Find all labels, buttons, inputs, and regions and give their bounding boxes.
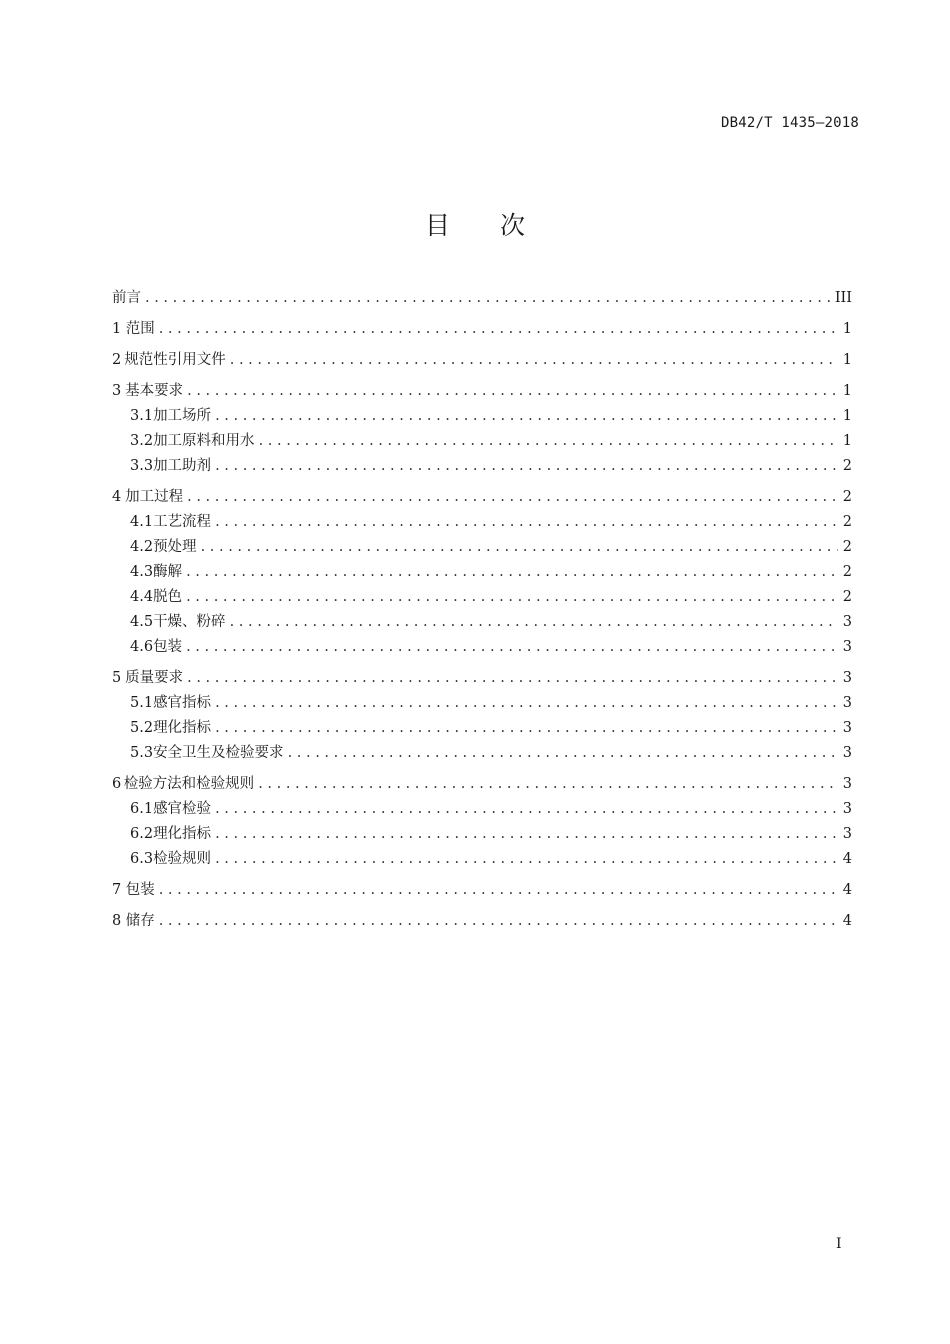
dot-leader [215, 458, 838, 474]
toc-entry-page: 2 [842, 564, 852, 580]
title-char-2: 次 [500, 211, 526, 240]
toc-entry-page: 4 [842, 913, 852, 929]
toc-entry-label: 范围 [125, 321, 155, 337]
toc-entry[interactable] [112, 716, 852, 741]
toc-entry[interactable] [112, 741, 852, 766]
toc-entry-label: 感官指标 [153, 695, 212, 711]
toc-entry-label: 包装 [125, 882, 155, 898]
title-char-1: 目 [424, 211, 450, 240]
dot-leader [186, 564, 838, 580]
dot-leader [215, 720, 838, 736]
toc-entry-page: 1 [842, 383, 852, 399]
toc-entry[interactable] [112, 485, 852, 510]
toc-entry[interactable] [112, 535, 852, 560]
table-of-contents [112, 286, 852, 934]
toc-entry-label: 理化指标 [153, 826, 212, 842]
toc-entry-page: 2 [842, 489, 852, 505]
toc-entry-label: 包装 [153, 639, 183, 655]
toc-entry-number: 4.3 [130, 564, 154, 580]
page-number: I [836, 1236, 842, 1252]
dot-leader [215, 514, 838, 530]
dot-leader [186, 639, 838, 655]
toc-entry-number: 4 [112, 489, 122, 505]
toc-entry-label: 安全卫生及检验要求 [153, 745, 284, 761]
toc-entry-number: 7 [112, 882, 122, 898]
toc-entry-number: 3.3 [130, 458, 154, 474]
toc-entry-label: 预处理 [153, 539, 197, 555]
dot-leader [258, 776, 838, 792]
toc-entry-label: 加工助剂 [153, 458, 212, 474]
toc-entry-label: 质量要求 [125, 670, 184, 686]
toc-entry-page: 1 [842, 433, 852, 449]
toc-entry-page: 3 [842, 776, 852, 792]
toc-entry-number: 3.2 [130, 433, 154, 449]
toc-entry-label: 基本要求 [125, 383, 184, 399]
toc-entry-number: 3 [112, 383, 122, 399]
toc-entry[interactable] [112, 691, 852, 716]
toc-entry[interactable] [112, 560, 852, 585]
toc-entry-page: 1 [842, 321, 852, 337]
toc-entry[interactable] [112, 822, 852, 847]
dot-leader [187, 383, 838, 399]
toc-entry-label: 规范性引用文件 [124, 352, 226, 368]
toc-entry-number: 4.6 [130, 639, 154, 655]
toc-entry[interactable] [112, 510, 852, 535]
toc-entry[interactable] [112, 317, 852, 342]
toc-entry[interactable] [112, 909, 852, 934]
dot-leader [187, 670, 838, 686]
dot-leader [230, 614, 838, 630]
toc-entry[interactable] [112, 797, 852, 822]
dot-leader [288, 745, 838, 761]
toc-entry-label: 加工过程 [125, 489, 184, 505]
dot-leader [159, 321, 838, 337]
toc-entry-number: 6 [112, 776, 122, 792]
dot-leader [215, 695, 838, 711]
toc-entry-label: 感官检验 [153, 801, 212, 817]
toc-entry-number: 4.2 [130, 539, 154, 555]
toc-entry-number: 8 [112, 913, 122, 929]
dot-leader [186, 589, 838, 605]
dot-leader [215, 851, 838, 867]
toc-entry[interactable] [112, 348, 852, 373]
dot-leader [215, 408, 838, 424]
dot-leader [159, 882, 838, 898]
dot-leader [230, 352, 838, 368]
toc-entry-number: 4.1 [130, 514, 154, 530]
toc-entry-label: 储存 [125, 913, 155, 929]
toc-entry-page: 3 [842, 670, 852, 686]
toc-entry[interactable] [112, 847, 852, 872]
toc-entry-page: 3 [842, 801, 852, 817]
toc-entry-page: 1 [842, 352, 852, 368]
toc-entry-number: 4.5 [130, 614, 154, 630]
toc-entry-number: 1 [112, 321, 122, 337]
toc-entry[interactable] [112, 772, 852, 797]
dot-leader [259, 433, 838, 449]
toc-entry-label: 酶解 [153, 564, 183, 580]
toc-entry-page: 2 [842, 458, 852, 474]
standard-code: DB42/T 1435—2018 [720, 115, 859, 131]
toc-entry-page: 3 [842, 826, 852, 842]
toc-entry-number: 5.2 [130, 720, 154, 736]
toc-entry-number: 5.1 [130, 695, 154, 711]
toc-entry-label: 干燥、粉碎 [153, 614, 226, 630]
toc-entry-number: 5.3 [130, 745, 154, 761]
toc-entry-number: 2 [112, 352, 122, 368]
toc-entry[interactable] [112, 404, 852, 429]
toc-entry-label: 加工原料和用水 [153, 433, 255, 449]
toc-entry-label: 检验方法和检验规则 [123, 776, 255, 792]
toc-entry-number: 6.3 [130, 851, 154, 867]
toc-entry-label: 加工场所 [153, 408, 212, 424]
dot-leader [187, 489, 838, 505]
toc-entry-page: 3 [842, 695, 852, 711]
toc-entry-page: 3 [842, 639, 852, 655]
toc-entry-number: 3.1 [130, 408, 154, 424]
toc-entry[interactable] [112, 454, 852, 479]
dot-leader [201, 539, 838, 555]
toc-entry-page: 2 [842, 589, 852, 605]
toc-entry-label: 检验规则 [153, 851, 212, 867]
toc-entry-page: 3 [842, 614, 852, 630]
toc-entry-label: 理化指标 [153, 720, 212, 736]
toc-entry-page: 1 [842, 408, 852, 424]
toc-entry-page: 2 [842, 539, 852, 555]
toc-entry-number: 6.1 [130, 801, 154, 817]
toc-entry[interactable] [112, 666, 852, 691]
toc-entry-page: III [834, 290, 852, 306]
toc-entry-page: 3 [842, 745, 852, 761]
toc-entry[interactable] [112, 286, 852, 311]
toc-entry-label: 前言 [112, 290, 141, 306]
toc-entry[interactable] [112, 585, 852, 610]
dot-leader [215, 826, 838, 842]
toc-entry-number: 5 [112, 670, 122, 686]
toc-entry-page: 3 [842, 720, 852, 736]
toc-entry-page: 4 [842, 882, 852, 898]
toc-entry[interactable] [112, 429, 852, 454]
toc-entry[interactable] [112, 635, 852, 660]
toc-entry-page: 4 [842, 851, 852, 867]
toc-entry-label: 脱色 [153, 589, 183, 605]
toc-entry[interactable] [112, 379, 852, 404]
toc-entry-number: 4.4 [130, 589, 154, 605]
toc-entry[interactable] [112, 610, 852, 635]
toc-entry-number: 6.2 [130, 826, 154, 842]
toc-entry-label: 工艺流程 [153, 514, 212, 530]
page-title [0, 206, 950, 242]
toc-entry-page: 2 [842, 514, 852, 530]
toc-entry[interactable] [112, 878, 852, 903]
dot-leader [159, 913, 838, 929]
dot-leader [145, 290, 831, 306]
dot-leader [215, 801, 838, 817]
